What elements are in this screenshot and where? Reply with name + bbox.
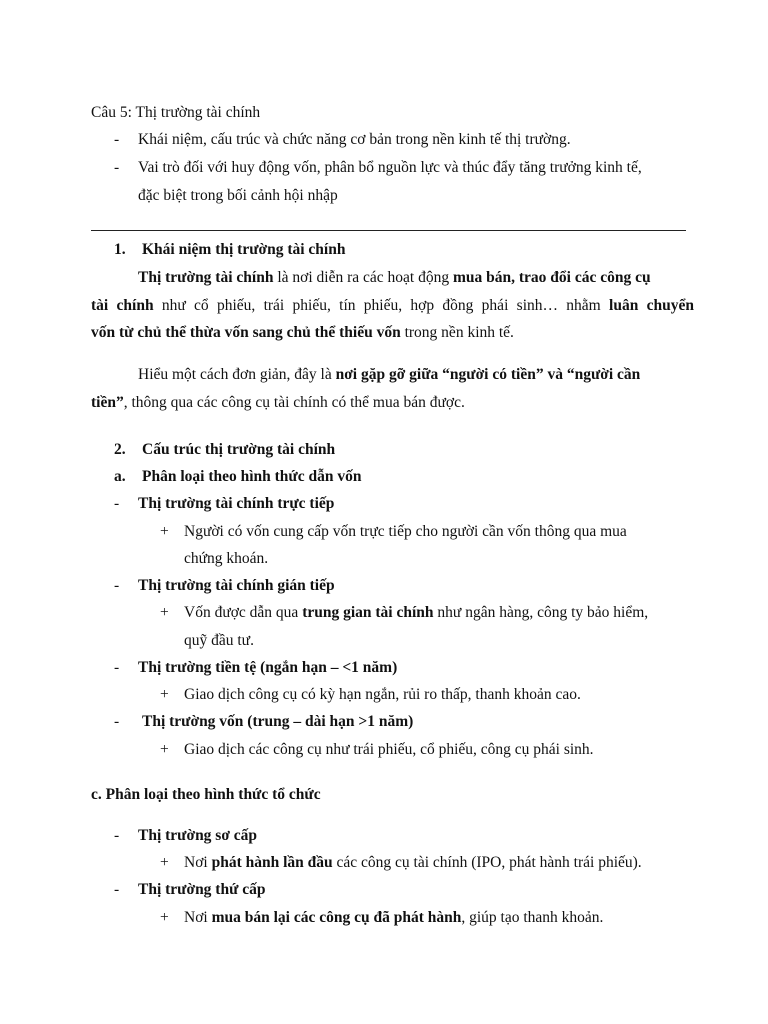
bold-term: mua bán lại các công cụ đã phát hành [211, 909, 462, 926]
indirect-market-detail-cont: quỹ đầu tư. [184, 632, 254, 649]
dash-marker: - [114, 577, 120, 594]
section-1-number: 1. [114, 241, 126, 258]
section-1-title: Khái niệm thị trường tài chính [142, 241, 346, 258]
bold-term: mua bán, trao đổi các công cụ [452, 269, 651, 286]
primary-market-title: Thị trường sơ cấp [138, 827, 258, 844]
para-text: Hiểu một cách đơn giản, đây là [138, 366, 336, 383]
direct-market-title: Thị trường tài chính trực tiếp [138, 495, 335, 512]
header-bullet-2-text: Vai trò đối với huy động vốn, phân bổ nguồn lực và thúc đẩy tăng trưởng kinh tế, [138, 159, 642, 176]
para2-line1 [138, 365, 640, 385]
plus-marker: + [160, 686, 169, 703]
money-market-title: Thị trường tiền tệ (ngắn hạn – <1 năm) [138, 659, 398, 676]
bold-term: phát hành lần đầu [211, 854, 333, 871]
header-bullet-2-cont: đặc biệt trong bối cảnh hội nhập [138, 187, 338, 204]
secondary-market-text [184, 908, 603, 928]
bold-term: trung gian tài chính [302, 604, 434, 621]
subsection-a-heading [114, 467, 362, 487]
capital-market-title: Thị trường vốn (trung – dài hạn >1 năm) [142, 713, 414, 730]
plus-marker: + [160, 523, 169, 540]
question-title: Câu 5: Thị trường tài chính [91, 104, 261, 121]
subsection-a-letter: a. [114, 468, 126, 485]
para1-line3 [91, 323, 514, 343]
para-text: , thông qua các công cụ tài chính có thể mua bán được. [123, 394, 465, 411]
capital-market-text: Giao dịch các công cụ như trái phiếu, cổ phiếu, công cụ phái sinh. [184, 741, 594, 758]
plus-marker: + [160, 854, 169, 871]
bold-term: tiền” [91, 394, 124, 411]
para-text: trong nền kinh tế. [400, 324, 514, 341]
indirect-market-title: Thị trường tài chính gián tiếp [138, 577, 335, 594]
para2-line2 [91, 393, 465, 413]
para1-line1 [138, 268, 651, 288]
section-2-title: Cấu trúc thị trường tài chính [142, 441, 336, 458]
para1-line2 [91, 296, 694, 316]
bold-term: Thị trường tài chính [138, 269, 274, 286]
para-text: , giúp tạo thanh khoản. [461, 909, 604, 926]
plus-marker: + [160, 741, 169, 758]
bold-term: tài chính [91, 297, 154, 314]
plus-marker: + [160, 909, 169, 926]
dash-marker: - [114, 713, 120, 730]
dash-marker: - [114, 495, 120, 512]
subsection-a-title: Phân loại theo hình thức dẫn vốn [142, 468, 362, 485]
dash-marker: - [114, 827, 120, 844]
para-text: như ngân hàng, công ty bảo hiểm, [433, 604, 649, 621]
dash-marker: - [114, 131, 120, 148]
primary-market-text [184, 853, 642, 873]
bold-term: nơi gặp gỡ giữa “người có tiền” và “người cần [335, 366, 641, 383]
direct-market-detail-cont: chứng khoán. [184, 550, 269, 567]
direct-market-text: Người có vốn cung cấp vốn trực tiếp cho người cần vốn thông qua mua [184, 523, 627, 540]
subsection-c-heading: c. Phân loại theo hình thức tổ chức [91, 786, 321, 803]
bold-term: vốn từ chủ thể thừa vốn sang chủ thể thiếu vốn [91, 324, 401, 341]
para-text: Nơi [184, 909, 212, 926]
indirect-market-text [184, 603, 648, 623]
dash-marker: - [114, 659, 120, 676]
separator-line [91, 230, 686, 231]
section-1-heading [114, 240, 346, 260]
money-market-text: Giao dịch công cụ có kỳ hạn ngắn, rủi ro thấp, thanh khoản cao. [184, 686, 581, 703]
bold-term: luân chuyển [609, 297, 695, 314]
header-bullet-1-text: Khái niệm, cấu trúc và chức năng cơ bản trong nền kinh tế thị trường. [138, 131, 571, 148]
para-text: như cổ phiếu, trái phiếu, tín phiếu, hợp đồng phái sinh… nhằm [153, 297, 610, 314]
dash-marker: - [114, 881, 120, 898]
plus-marker: + [160, 604, 169, 621]
dash-marker: - [114, 159, 120, 176]
section-2-number: 2. [114, 441, 126, 458]
para-text: Vốn được dẫn qua [184, 604, 303, 621]
section-2-heading [114, 440, 336, 460]
para-text: các công cụ tài chính (IPO, phát hành trái phiếu). [332, 854, 642, 871]
secondary-market-title: Thị trường thứ cấp [138, 881, 266, 898]
para-text: Nơi [184, 854, 212, 871]
para-text: là nơi diễn ra các hoạt động [273, 269, 453, 286]
